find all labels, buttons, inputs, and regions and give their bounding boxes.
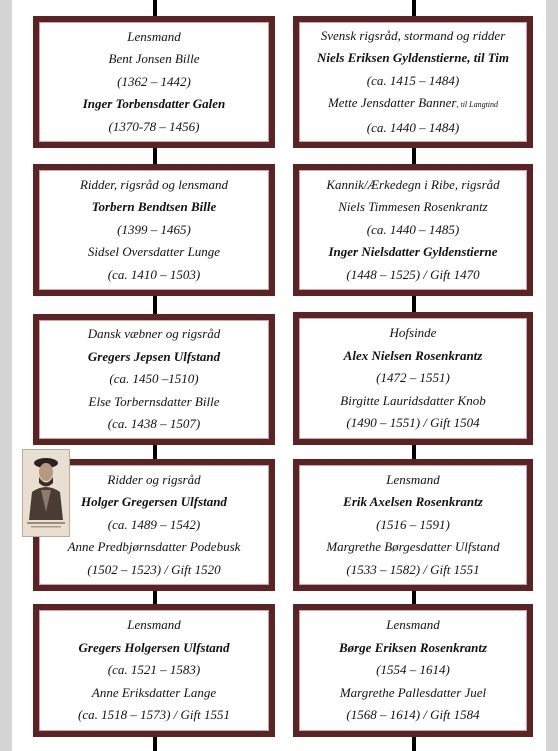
ancestor-text: Torbern Bendtsen Bille bbox=[91, 199, 217, 215]
ancestor-text: (1502 – 1523) / Gift 1520 bbox=[87, 561, 221, 577]
ancestor-line bbox=[340, 682, 486, 705]
ancestor-line bbox=[339, 637, 487, 660]
ancestor-line bbox=[89, 391, 220, 414]
ancestor-line bbox=[88, 346, 220, 369]
ancestor-text: Hofsinde bbox=[389, 325, 437, 341]
ancestor-text: Margrethe Børgesdatter Ulfstand bbox=[326, 539, 500, 555]
ancestor-line bbox=[386, 614, 439, 637]
ancestor-line bbox=[92, 682, 216, 705]
ancestor-line bbox=[376, 659, 450, 682]
ancestor-line bbox=[107, 469, 200, 492]
ancestor-text: Sidsel Oversdatter Lunge bbox=[87, 244, 221, 260]
page-margin-right bbox=[546, 0, 558, 751]
ancestor-text: Lensmand bbox=[386, 471, 440, 487]
ancestor-line bbox=[117, 71, 191, 94]
ancestor-text: (ca. 1410 – 1503) bbox=[107, 266, 201, 282]
ancestor-text-suffix: , til Langtind bbox=[456, 100, 499, 110]
ancestor-line bbox=[390, 322, 437, 345]
ancestor-line bbox=[376, 514, 450, 537]
ancestor-line bbox=[346, 264, 479, 287]
ancestor-line bbox=[340, 390, 485, 413]
ancestor-text: (1362 – 1442) bbox=[117, 73, 191, 89]
ancestor-text: (1472 – 1551) bbox=[376, 370, 450, 386]
ancestor-line bbox=[117, 219, 191, 242]
ancestor-box-content bbox=[299, 170, 527, 290]
ancestor-line bbox=[326, 536, 499, 559]
ancestor-box-content bbox=[299, 610, 527, 731]
ancestor-line bbox=[80, 174, 228, 197]
ancestor-box-right bbox=[293, 459, 533, 591]
ancestor-text: Kannik/Ærkedegn i Ribe, rigsråd bbox=[326, 176, 500, 192]
ancestor-line bbox=[317, 47, 509, 70]
ancestor-text: (1516 – 1591) bbox=[376, 516, 450, 532]
ancestor-text: Gregers Holgersen Ulfstand bbox=[78, 639, 230, 655]
ancestor-text: (1554 – 1614) bbox=[376, 662, 450, 678]
ancestor-text: Niels Timmesen Rosenkrantz bbox=[338, 199, 488, 215]
ancestor-box-content bbox=[299, 318, 527, 439]
ancestor-line bbox=[88, 241, 220, 264]
ancestor-text: Inger Nielsdatter Gyldenstierne bbox=[328, 244, 498, 260]
portrait-drawing bbox=[23, 450, 69, 536]
ancestor-line bbox=[109, 48, 200, 71]
ancestor-text: Anne Predbjørnsdatter Podebusk bbox=[67, 539, 241, 555]
ancestor-line bbox=[386, 469, 439, 492]
ancestor-text: Dansk væbner og rigsråd bbox=[87, 326, 221, 342]
ancestor-line bbox=[376, 367, 450, 390]
ancestor-text: (1533 – 1582) / Gift 1551 bbox=[346, 561, 480, 577]
ancestor-text: (1490 – 1551) / Gift 1504 bbox=[346, 415, 480, 431]
ancestor-line bbox=[79, 637, 230, 660]
ancestor-text: Margrethe Pallesdatter Juel bbox=[339, 684, 487, 700]
ancestor-text: Niels Eriksen Gyldenstierne, til Tim bbox=[317, 50, 509, 66]
ancestor-text: (1448 – 1525) / Gift 1470 bbox=[346, 266, 480, 282]
ancestor-text: Birgitte Lauridsdatter Knob bbox=[340, 392, 486, 408]
ancestor-line bbox=[367, 70, 459, 93]
ancestor-line bbox=[88, 323, 221, 346]
ancestor-line bbox=[92, 196, 216, 219]
connector-line bbox=[412, 735, 416, 751]
ancestor-text: (ca. 1489 – 1542) bbox=[107, 516, 201, 532]
ancestor-text: (1370-78 – 1456) bbox=[108, 118, 200, 134]
ancestor-text: Lensmand bbox=[127, 617, 181, 633]
ancestor-text: Alex Nielsen Rosenkrantz bbox=[343, 347, 483, 363]
ancestor-box-content bbox=[39, 610, 269, 731]
ancestor-line bbox=[109, 116, 200, 139]
ancestor-text: Anne Eriksdatter Lange bbox=[91, 684, 217, 700]
ancestor-text: (ca. 1450 –1510) bbox=[109, 371, 199, 387]
ancestor-text: (ca. 1415 – 1484) bbox=[366, 72, 460, 88]
ancestor-box-content bbox=[39, 22, 269, 142]
ancestor-line bbox=[81, 491, 227, 514]
ancestor-line bbox=[328, 92, 498, 117]
ancestor-text: (ca. 1440 – 1484) bbox=[366, 119, 460, 135]
ancestor-line bbox=[78, 704, 230, 727]
ancestor-line bbox=[127, 614, 180, 637]
ancestor-box-left bbox=[33, 16, 275, 148]
ancestor-line bbox=[108, 264, 200, 287]
ancestor-box-left bbox=[33, 314, 275, 445]
page-margin-left bbox=[0, 0, 12, 751]
ancestor-box-content bbox=[299, 22, 527, 142]
ancestor-text: Mette Jensdatter Banner bbox=[327, 95, 457, 111]
ancestor-text: Else Torbernsdatter Bille bbox=[88, 393, 220, 409]
ancestor-line bbox=[108, 413, 200, 436]
portrait-image bbox=[22, 449, 70, 537]
ancestor-line bbox=[108, 514, 200, 537]
connector-line bbox=[153, 735, 157, 751]
connector-line bbox=[412, 146, 416, 166]
ancestor-text: (1568 – 1614) / Gift 1584 bbox=[346, 707, 480, 723]
ancestor-line bbox=[326, 174, 499, 197]
ancestor-box-content bbox=[299, 465, 527, 585]
ancestor-line bbox=[127, 26, 180, 49]
ancestor-line bbox=[367, 219, 459, 242]
ancestor-line bbox=[68, 536, 241, 559]
ancestor-text: Lensmand bbox=[127, 28, 181, 44]
ancestor-box-right bbox=[293, 604, 533, 737]
ancestor-box-content bbox=[39, 170, 269, 290]
ancestor-box-left bbox=[33, 164, 275, 296]
ancestor-text: Holger Gregersen Ulfstand bbox=[81, 494, 227, 510]
ancestor-line bbox=[346, 704, 479, 727]
ancestor-text: Gregers Jepsen Ulfstand bbox=[87, 348, 221, 364]
ancestor-text: Ridder, rigsråd og lensmand bbox=[79, 176, 229, 192]
ancestor-line bbox=[338, 196, 488, 219]
ancestor-box-right bbox=[293, 164, 533, 296]
ancestor-text: Svensk rigsråd, stormand og ridder bbox=[320, 27, 506, 43]
ancestor-text: (ca. 1438 – 1507) bbox=[107, 416, 201, 432]
ancestor-text: Inger Torbensdatter Galen bbox=[82, 96, 226, 112]
ancestor-box-content bbox=[39, 320, 269, 439]
ancestor-text: (1399 – 1465) bbox=[117, 221, 191, 237]
ancestor-line bbox=[108, 659, 200, 682]
ancestor-line bbox=[346, 412, 479, 435]
ancestor-text: (ca. 1518 – 1573) / Gift 1551 bbox=[77, 707, 230, 723]
ancestor-line bbox=[346, 559, 479, 582]
ancestor-line bbox=[343, 491, 483, 514]
ancestor-box-left bbox=[33, 604, 275, 737]
connector-line bbox=[153, 146, 157, 166]
ancestor-line bbox=[344, 345, 483, 368]
ancestor-text: Børge Eriksen Rosenkrantz bbox=[338, 639, 488, 655]
ancestor-box-right bbox=[293, 16, 533, 148]
ancestor-line bbox=[329, 241, 498, 264]
ancestor-text: Ridder og rigsråd bbox=[107, 471, 201, 487]
ancestor-text: (ca. 1440 – 1485) bbox=[366, 221, 460, 237]
ancestor-line bbox=[321, 25, 506, 48]
ancestor-text: Lensmand bbox=[386, 617, 440, 633]
ancestor-box-right bbox=[293, 312, 533, 445]
ancestor-text: (ca. 1521 – 1583) bbox=[107, 662, 201, 678]
ancestor-line bbox=[109, 368, 198, 391]
ancestor-line bbox=[83, 93, 226, 116]
ancestor-line bbox=[87, 559, 220, 582]
connector-line bbox=[153, 294, 157, 316]
ancestor-text: Bent Jonsen Bille bbox=[108, 51, 200, 67]
ancestor-text: Erik Axelsen Rosenkrantz bbox=[343, 494, 483, 510]
ancestor-line bbox=[367, 117, 459, 140]
ancestor-box-content bbox=[39, 465, 269, 585]
